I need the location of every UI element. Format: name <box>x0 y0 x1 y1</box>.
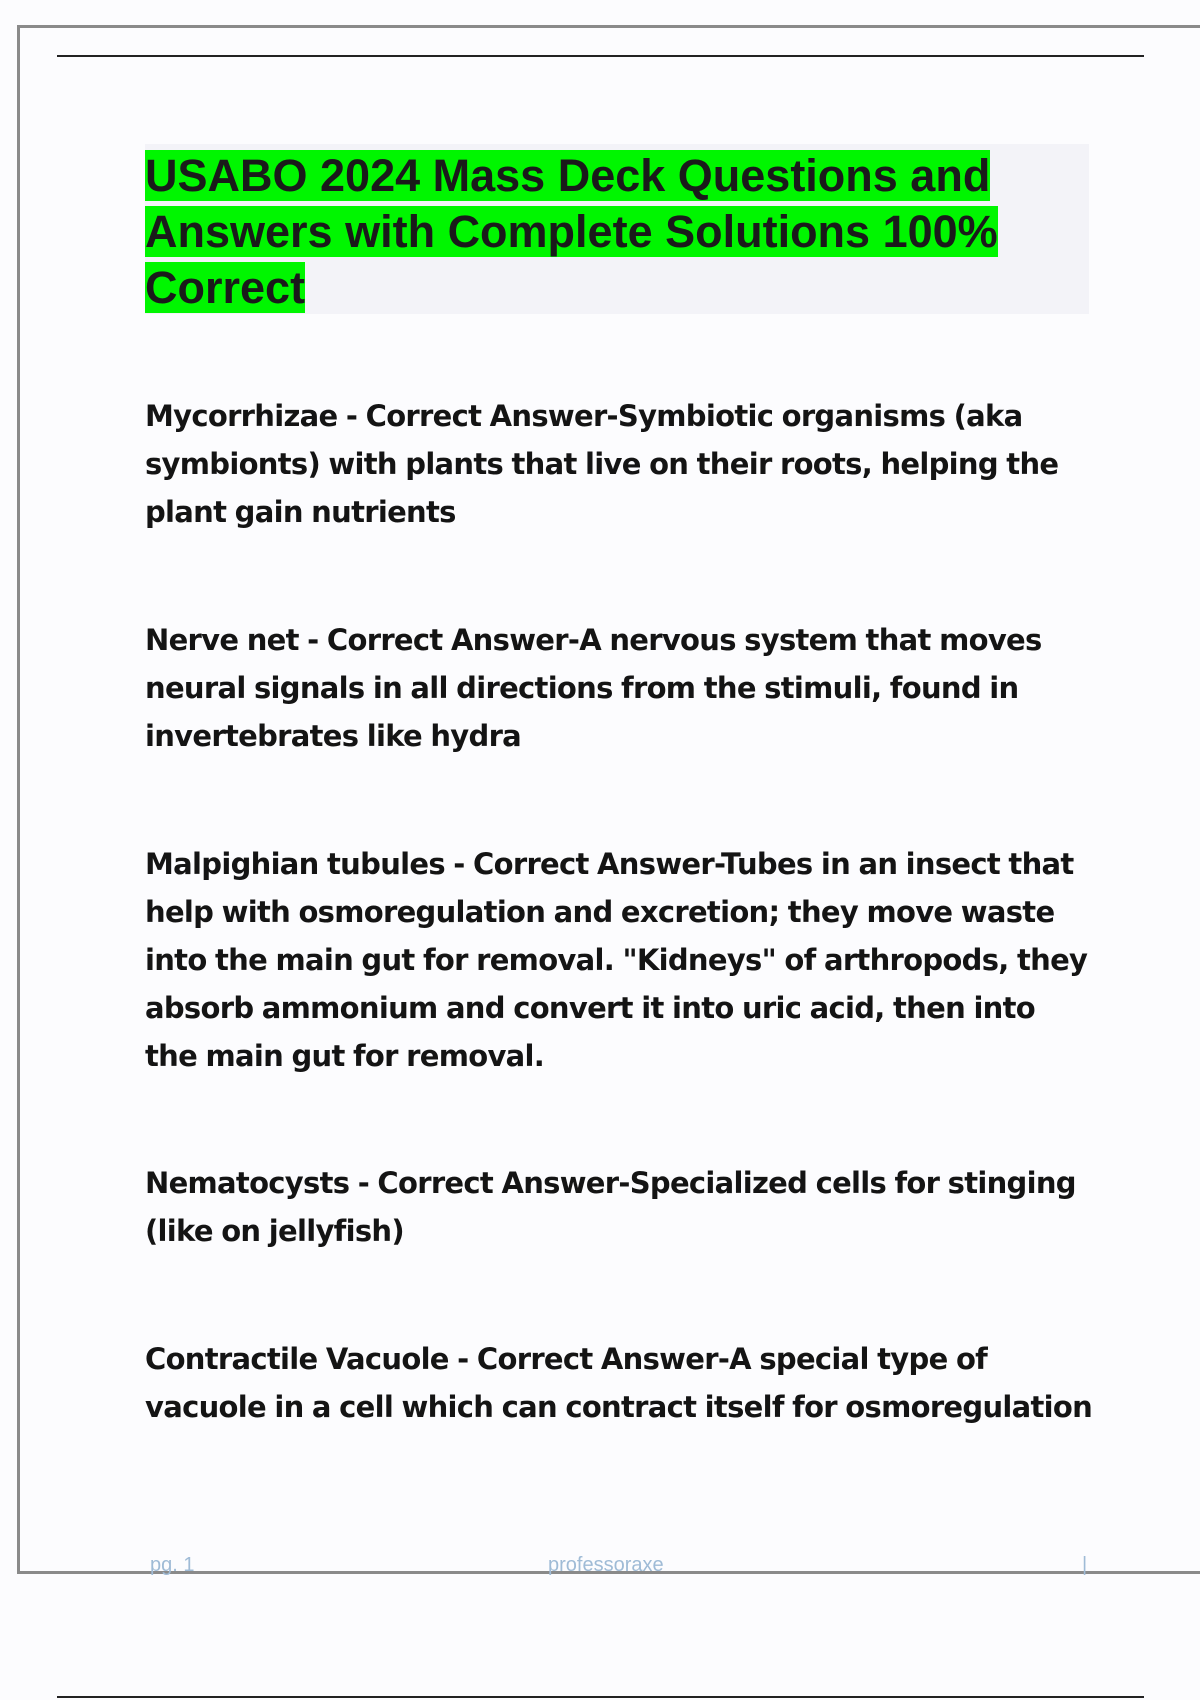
title-block <box>145 144 1089 314</box>
document-title-text: USABO 2024 Mass Deck Questions and Answers with Complete Solutions 100% Correct <box>145 150 998 313</box>
header-rule <box>57 55 1144 57</box>
page-footer <box>0 1554 1200 1584</box>
qa-entry: Contractile Vacuole - Correct Answer-A special type of vacuole in a cell which can contract itself for osmoregulation <box>145 1342 1093 1424</box>
next-page-header-rule <box>57 1696 1144 1698</box>
footer-brand: professoraxe <box>548 1554 664 1576</box>
qa-entry: Nerve net - Correct Answer-A nervous system that moves neural signals in all directions from the stimuli, found in invertebrates like hydra <box>145 623 1042 753</box>
qa-entry: Malpighian tubules - Correct Answer-Tubes in an insect that help with osmoregulation and excretion; they move waste into the main gut for removal. "Kidneys" of arthropods, they absorb ammonium and convert it into uric acid, then into the main gut for removal. <box>145 847 1088 1073</box>
page-number: pg. 1 <box>150 1554 195 1576</box>
footer-mark: | <box>1082 1554 1088 1576</box>
qa-entry: Mycorrhizae - Correct Answer-Symbiotic organisms (aka symbionts) with plants that live on their roots, helping the plant gain nutrients <box>145 399 1059 529</box>
document-title <box>145 144 1089 316</box>
qa-entry: Nematocysts - Correct Answer-Specialized cells for stinging (like on jellyfish) <box>145 1166 1076 1248</box>
